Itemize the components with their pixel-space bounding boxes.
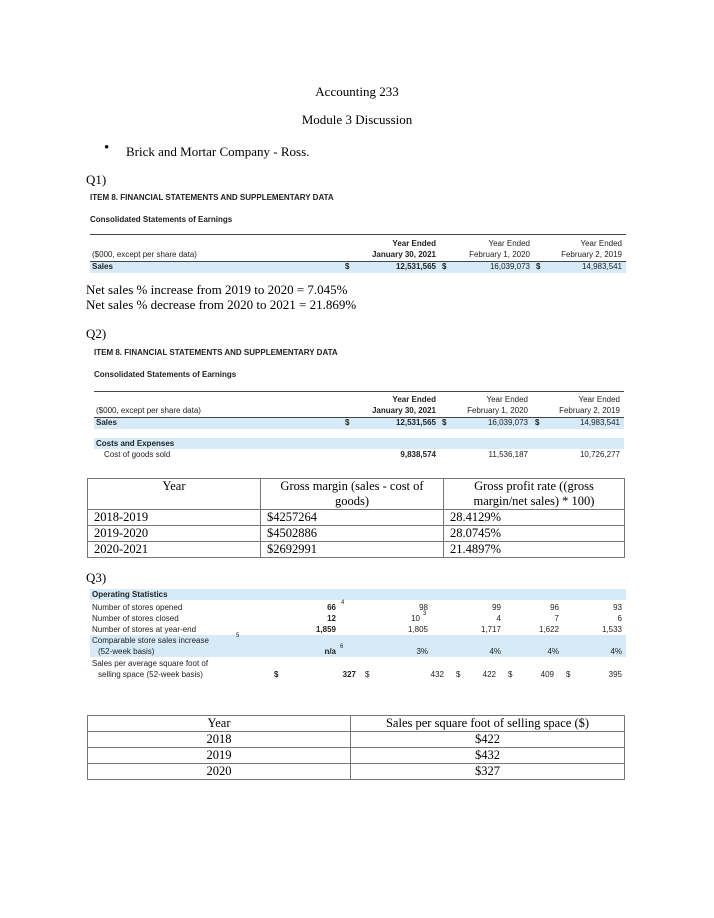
cell-gross-margin: $4502886 [261, 526, 444, 542]
q3-footnote-mark: 5 [236, 633, 240, 639]
cell-gross-profit-rate: 28.0745% [444, 526, 625, 542]
q1-dollar-3: $ [536, 262, 541, 271]
q2-cogs-2021: 9,838,574 [400, 450, 436, 459]
q2-col2-line1: Year Ended [486, 395, 528, 404]
cell-gross-profit-rate: 28.4129% [444, 510, 625, 526]
q3-val-2018: 99 [492, 603, 501, 612]
q1-col1-line2: January 30, 2021 [371, 250, 436, 259]
q3-dollar: $ [566, 670, 571, 679]
q3-label: Q3) [86, 570, 107, 585]
q3-val-2016: 93 [613, 603, 622, 612]
cell-year: 2018-2019 [88, 510, 261, 526]
q1-mid-rule [90, 261, 626, 262]
q1-financial-excerpt [90, 190, 626, 280]
table-row [88, 510, 625, 526]
q3-val-2019: 1,805 [407, 625, 428, 634]
q1-sales-label: Sales [92, 262, 113, 271]
q1-sales-2021: 12,531,565 [395, 262, 436, 271]
doc-title: Accounting 233 [315, 84, 399, 99]
table-row [88, 764, 625, 780]
q1-dollar-2: $ [442, 262, 447, 271]
q3-val-2017: 7 [554, 614, 559, 623]
q3-operating-statistics [90, 589, 626, 687]
q3-sales-per-sqft-table [87, 715, 625, 780]
q3-val-2018: 422 [482, 670, 496, 679]
q2-dollar-1: $ [345, 418, 350, 427]
q3-val-2020: 66 [327, 603, 336, 612]
col-header-gross-margin: Gross margin (sales - cost of goods) [261, 479, 444, 510]
q3-dollar: $ [456, 670, 461, 679]
q2-dollar-3: $ [535, 418, 540, 427]
q2-sales-row-band [94, 417, 624, 429]
q1-dollar-1: $ [345, 262, 350, 271]
q3-val-2020: 12 [327, 614, 336, 623]
cell-gross-margin: $2692991 [261, 542, 444, 558]
q2-sales-2019: 14,983,541 [579, 418, 620, 427]
q2-sales-2021: 12,531,565 [395, 418, 436, 427]
cell-gross-margin: $4257264 [261, 510, 444, 526]
q2-costs-label: Costs and Expenses [96, 439, 175, 448]
q3-val-2016: 395 [608, 670, 622, 679]
cell-year: 2020-2021 [88, 542, 261, 558]
q3-val-2020: 1,859 [315, 625, 336, 634]
q1-col3-line1: Year Ended [580, 239, 622, 248]
table-row [88, 748, 625, 764]
table-header-row [88, 479, 625, 510]
q2-gross-margin-table [87, 478, 625, 558]
q1-item-title: ITEM 8. FINANCIAL STATEMENTS AND SUPPLEMENTARY DATA [90, 193, 334, 202]
col-header-year: Year [88, 479, 261, 510]
q3-val-2016: 4% [610, 647, 622, 656]
q3-title-band [90, 589, 626, 600]
table-row [88, 542, 625, 558]
q3-row-label: Number of stores opened [92, 603, 183, 612]
q2-cogs-2020: 11,536,187 [488, 450, 528, 459]
q2-label: Q2) [86, 326, 107, 341]
cell-sales-per-sqft: $422 [351, 732, 625, 748]
q2-sales-2020: 16,039,073 [487, 418, 528, 427]
q2-top-rule [94, 391, 624, 392]
q1-col2-line2: February 1, 2020 [469, 250, 530, 259]
q3-val-2019: 432 [430, 670, 444, 679]
q1-sales-row-band [90, 261, 626, 273]
table-row [88, 526, 625, 542]
q2-col1-line1: Year Ended [392, 395, 436, 404]
bullet-text: Brick and Mortar Company - Ross. [126, 144, 310, 159]
q3-dollar: $ [365, 670, 370, 679]
q3-val-2018: 1,717 [480, 625, 501, 634]
q3-val-2019: 98 [419, 603, 428, 612]
q3-dollar: $ [508, 670, 513, 679]
doc-subtitle: Module 3 Discussion [301, 112, 413, 127]
q1-label: Q1) [86, 172, 107, 187]
q3-dollar: $ [274, 670, 279, 679]
cell-year: 2020 [88, 764, 351, 780]
cell-year: 2019 [88, 748, 351, 764]
q3-val-2017: 1,622 [538, 625, 559, 634]
cell-gross-profit-rate: 21.4897% [444, 542, 625, 558]
q1-col2-line1: Year Ended [488, 239, 530, 248]
cell-sales-per-sqft: $432 [351, 748, 625, 764]
q3-row-label: Comparable store sales increase [92, 636, 209, 645]
q1-note-decrease: Net sales % decrease from 2020 to 2021 = 21.869% [86, 297, 357, 312]
q1-sales-2020: 16,039,073 [489, 262, 530, 271]
q2-cogs-2019: 10,726,277 [579, 450, 620, 459]
q3-row-label: Number of stores at year-end [92, 625, 197, 634]
q3-val-2020: 327 [342, 670, 356, 679]
table-row [88, 732, 625, 748]
q3-footnote-mark: 4 [341, 600, 345, 606]
cell-year: 2019-2020 [88, 526, 261, 542]
q3-footnote-mark: 6 [340, 644, 344, 650]
q2-dollar-2: $ [442, 418, 447, 427]
cell-sales-per-sqft: $327 [351, 764, 625, 780]
q2-unit-note: ($000, except per share data) [96, 406, 201, 415]
q3-val-2016: 6 [617, 614, 622, 623]
q2-item-title: ITEM 8. FINANCIAL STATEMENTS AND SUPPLEMENTARY DATA [94, 348, 338, 357]
bullet-marker: • [104, 140, 110, 156]
q1-statement-title: Consolidated Statements of Earnings [90, 215, 233, 224]
q2-mid-rule [94, 417, 624, 418]
q1-col3-line2: February 2, 2019 [561, 250, 622, 259]
q3-val-2018: 4 [496, 614, 501, 623]
q3-val-2016: 1,533 [601, 625, 622, 634]
q3-val-2020: n/a [324, 647, 336, 656]
q3-val-2017: 96 [550, 603, 559, 612]
q3-row-label: Number of stores closed [92, 614, 179, 623]
q3-val-2017: 409 [540, 670, 554, 679]
q2-statement-title: Consolidated Statements of Earnings [94, 370, 237, 379]
q1-col1-line1: Year Ended [392, 239, 436, 248]
q3-row-label: Sales per average square foot of [92, 659, 209, 668]
q1-unit-note: ($000, except per share data) [92, 250, 197, 259]
q2-col3-line1: Year Ended [578, 395, 620, 404]
q2-col3-line2: February 2, 2019 [559, 406, 620, 415]
q3-val-2017: 4% [547, 647, 559, 656]
q1-note-increase: Net sales % increase from 2019 to 2020 = 7.045% [86, 282, 348, 297]
q2-col1-line2: January 30, 2021 [371, 406, 436, 415]
col-header-year: Year [88, 716, 351, 732]
cell-year: 2018 [88, 732, 351, 748]
q3-row-label-cont: selling space (52-week basis) [98, 670, 203, 679]
q3-row-label-cont: (52-week basis) [98, 647, 155, 656]
q2-cogs-label: Cost of goods sold [104, 450, 171, 459]
q2-financial-excerpt [94, 345, 624, 465]
q2-sales-label: Sales [96, 418, 117, 427]
q3-val-2019: 3% [416, 647, 428, 656]
table-header-row [88, 716, 625, 732]
q1-sales-2019: 14,983,541 [581, 262, 622, 271]
q3-section-title: Operating Statistics [92, 590, 168, 599]
col-header-sales-per-sqft: Sales per square foot of selling space ($) [351, 716, 625, 732]
q1-top-rule [90, 234, 626, 235]
q2-col2-line2: February 1, 2020 [467, 406, 528, 415]
q3-val-2018: 4% [489, 647, 501, 656]
q3-val-2019: 10 [411, 614, 420, 623]
q3-footnote-mark: 3 [423, 611, 427, 617]
col-header-gross-profit-rate: Gross profit rate ((gross margin/net sales) * 100) [444, 479, 625, 510]
